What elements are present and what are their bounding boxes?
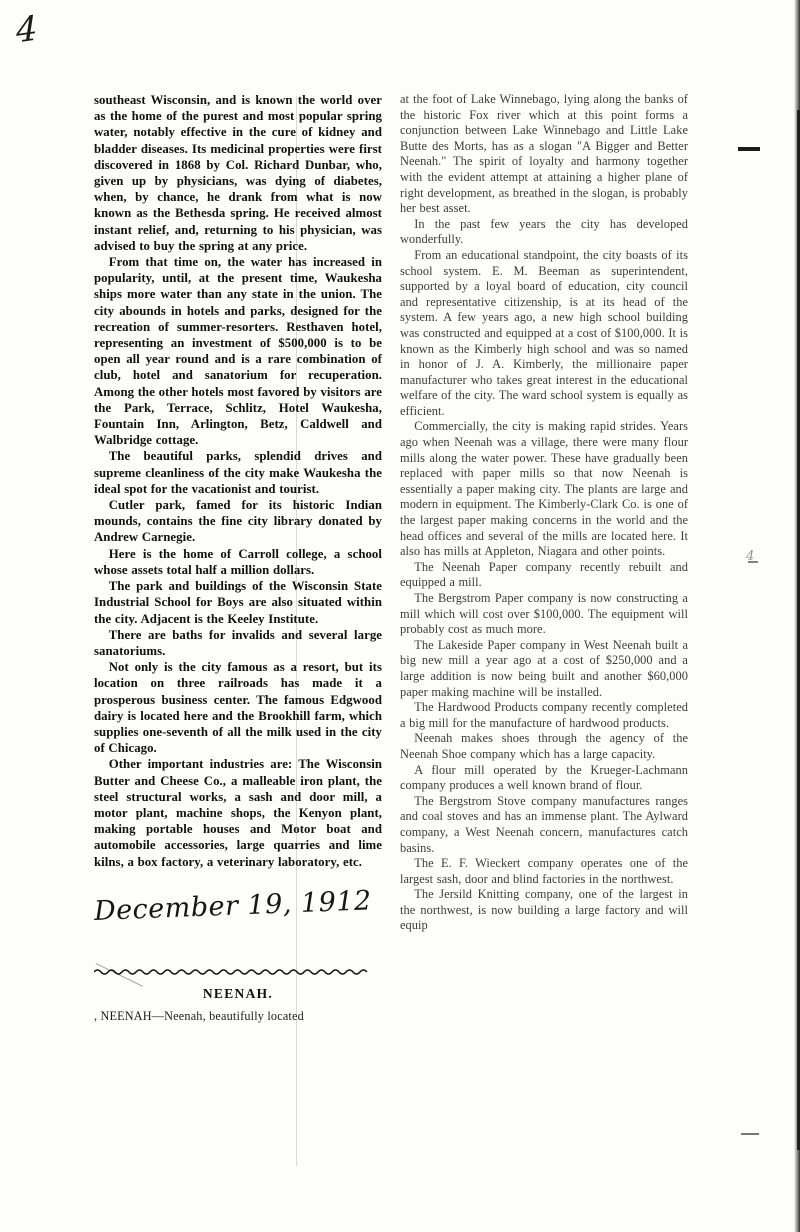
paragraph: A flour mill operated by the Krueger-Lachmann company produces a well known brand of flour. — [400, 762, 688, 793]
paragraph: The park and buildings of the Wisconsin State Industrial School for Boys are also situated within the city. Adjacent is the Keeley Institute. — [94, 579, 382, 626]
paragraph: There are baths for invalids and several large sanatoriums. — [94, 627, 382, 658]
paragraph: The beautiful parks, splendid drives and supreme cleanliness of the city make Waukesha the ideal spot for the vacationist and tourist. — [94, 449, 382, 496]
paragraph: Cutler park, famed for its historic Indian mounds, contains the fine city library donated by Andrew Carnegie. — [94, 498, 382, 545]
margin-tick-mark-bottom — [741, 1133, 759, 1135]
paragraph: southeast Wisconsin, and is known the world over as the home of the purest and most popular spring water, notably effective in the cure of kidney and bladder diseases. Its medicinal properties were first discovered in 1868 by Col. Richard Dunbar, who, given up by physicians, was dying of diabetes, when, by chance, he drank from what is now known as the Bethesda spring. He received almost instant relief, and, returning to his physician, was advised to buy the spring at any price. — [94, 93, 382, 253]
margin-pencil-number: 4 — [746, 549, 755, 564]
paragraph: The Hardwood Products company recently completed a big mill for the manufacture of hardwood products. — [400, 700, 688, 730]
article-lead-line: , NEENAH—Neenah, beautifully located — [94, 1008, 304, 1023]
paragraph: The E. F. Wieckert company operates one of the largest sash, door and blind factories in the northwest. — [400, 856, 688, 886]
paragraph: Neenah makes shoes through the agency of the Neenah Shoe company which has a large capacity. — [400, 731, 688, 761]
paragraph: The Bergstrom Paper company is now constructing a mill which will cost over $100,000. The equipment will probably cost as much more. — [400, 591, 688, 637]
paragraph: In the past few years the city has developed wonderfully. — [400, 216, 688, 247]
paragraph: The Bergstrom Stove company manufactures ranges and coal stoves and has an immense plant. The Aylward company, a West Neenah concern, manufactures catch basins. — [400, 793, 688, 855]
paragraph: Commercially, the city is making rapid strides. Years ago when Neenah was a village, there were many flour mills along the water power. These have gradually been replaced with paper mills so that now Neenah is essentially a paper making city. The plants are large and modern in equipment. The Kimberly-Clark Co. is one of the largest paper making concerns in the world and the head offices and several of the mills are located here. It also has mills at Appleton, Niagara and other points. — [400, 419, 688, 559]
paragraph: From an educational standpoint, the city boasts of its school system. E. M. Beeman as superintendent, supported by a loyal board of education, city council and representative citizenship, is at its head of the system. A few years ago, a new high school building was constructed and equipped at a cost of $100,000. It is known as the Kimberly high school and was so named in honor of J. A. Kimberly, the millionaire paper manufacturer who takes great interest in the educational welfare of the city. The ward school system is equally as efficient. — [400, 247, 688, 418]
handwritten-date: December 19, 1912 — [93, 885, 373, 927]
paragraph: The Lakeside Paper company in West Neenah built a big new mill a year ago at a cost of $250,000 and a large addition is now being built and another $60,000 paper making machine will be installed. — [400, 637, 688, 699]
wavy-separator-rule — [94, 967, 372, 977]
column-left — [94, 92, 382, 1024]
paragraph: Other important industries are: The Wisconsin Butter and Cheese Co., a malleable iron plant, the steel structural works, a sash and door mill, a motor plant, machine shops, the Kenyon plant, making portable houses and Motor boat and automobile accessories, large quarries and lime kilns, a box factory, a veterinary laboratory, etc. — [94, 757, 382, 869]
paragraph: Not only is the city famous as a resort, but its location on three railroads has made it a prosperous business center. The famous Edgwood dairy is located here and the Brookhill farm, which supplies one-seventh of all the milk used in the city of Chicago. — [94, 660, 382, 756]
paragraph: The Jersild Knitting company, one of the largest in the northwest, is now building a large factory and will equip — [400, 887, 688, 933]
column-right — [400, 92, 688, 934]
paragraph: From that time on, the water has increased in popularity, until, at the present time, Waukesha ships more water than any state in the union. The city abounds in hotels and parks, designed for the recreation of summer-resorters. Resthaven hotel, representing an investment of $500,000 is to be open all year round and is a rare combination of club, hotel and sanatorium for recuperation. Among the other hotels most favored by visitors are the Park, Terrace, Schlitz, Hotel Waukesha, Fountain Inn, Arlington, Betz, Caldwell and Walbridge cottage. — [94, 255, 382, 448]
paragraph: Here is the home of Carroll college, a school whose assets total half a million dollars. — [94, 546, 382, 577]
paragraph: The Neenah Paper company recently rebuilt and equipped a mill. — [400, 559, 688, 590]
paragraph: at the foot of Lake Winnebago, lying along the banks of the historic Fox river which at this point forms a conjunction between Lake Winnebago and Little Lake Butte des Morts, has as a slogan "A Bigger and Better Neenah." The spirit of loyalty and harmony together with the evident attempt at attaining a higher plane of right development, as breathed in the slogan, is probably her best asset. — [400, 92, 688, 216]
section-heading-neenah: NEENAH. — [202, 985, 274, 1001]
handwritten-page-number: 4 — [15, 8, 38, 52]
margin-tick-mark-top — [738, 147, 760, 151]
